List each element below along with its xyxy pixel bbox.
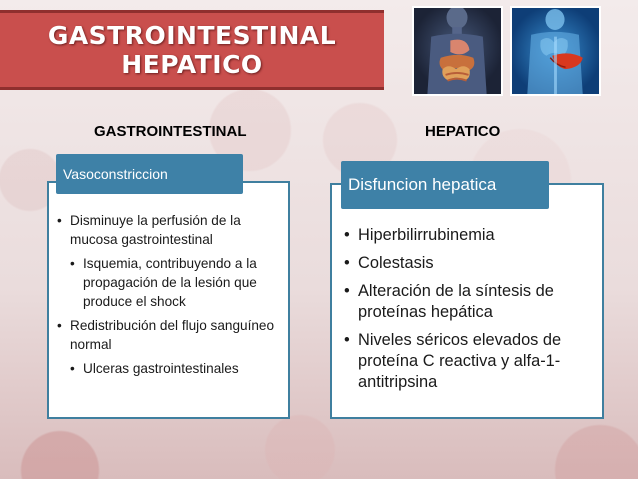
hepatico-heading: HEPATICO (425, 123, 501, 140)
list-item: • Isquemia, contribuyendo a la propagación de la lesión que produce el shock (70, 254, 289, 311)
list-item: • Niveles séricos elevados de proteína C reactiva y alfa-1-antitripsina (344, 330, 602, 393)
list-item: • Hiperbilirrubinemia (344, 225, 602, 246)
list-item: • Disminuye la perfusión de la mucosa gastrointestinal (57, 211, 289, 249)
gastrointestinal-panel (47, 181, 290, 419)
digestive-system-illustration (414, 8, 501, 94)
title-banner (0, 10, 384, 90)
hepatico-list (344, 225, 602, 400)
disfuncion-hepatica-tab: Disfuncion hepatica (341, 161, 549, 209)
vasoconstriccion-tab: Vasoconstriccion (56, 154, 243, 194)
liver-anatomy-image (510, 6, 601, 96)
title-line-2: HEPATICO (121, 50, 263, 79)
list-item: • Alteración de la síntesis de proteínas hepática (344, 281, 602, 323)
gastrointestinal-heading: GASTROINTESTINAL (94, 123, 247, 140)
hepatico-panel (330, 183, 604, 419)
list-item: • Colestasis (344, 253, 602, 274)
gastrointestinal-list (57, 211, 289, 381)
title-line-1: GASTROINTESTINAL (47, 21, 337, 50)
digestive-system-image (412, 6, 503, 96)
liver-anatomy-illustration (512, 8, 599, 94)
list-item: • Ulceras gastrointestinales (70, 359, 289, 378)
list-item: • Redistribución del flujo sanguíneo normal (57, 316, 289, 354)
